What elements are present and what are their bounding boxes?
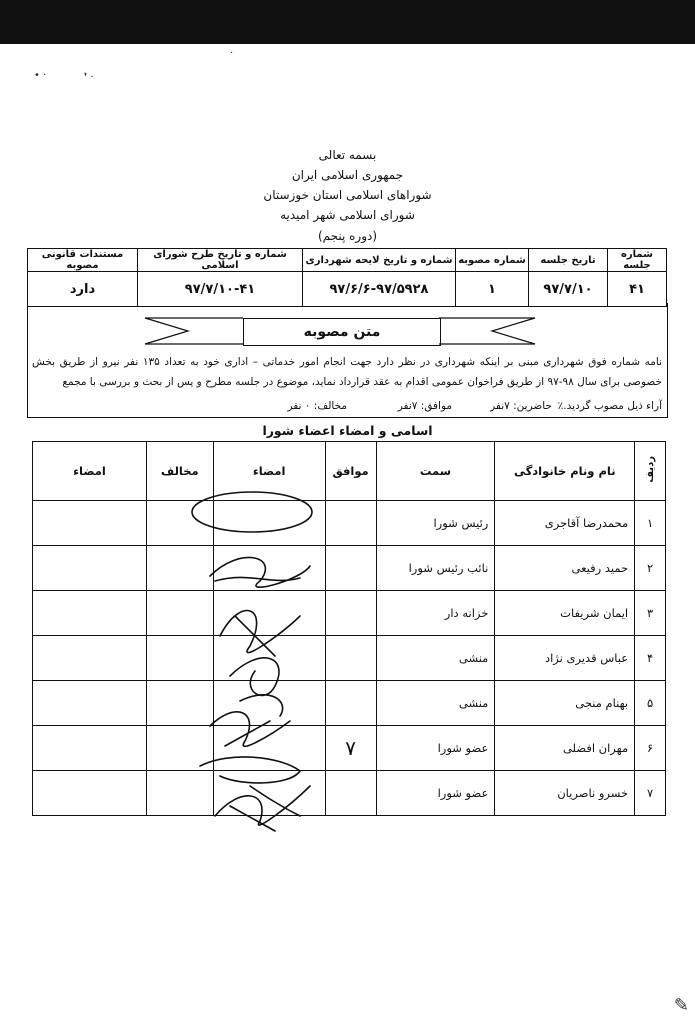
meta-header-bill: شماره و تاریخ لایحه شهرداری <box>303 249 456 272</box>
signature-3 <box>220 611 300 656</box>
member-idx: ۵ <box>635 681 666 726</box>
signature-1 <box>192 492 312 532</box>
member-name: محمدرضا آقاجری <box>495 501 635 546</box>
col-role: سمت <box>376 442 495 501</box>
left-ribbon-ornament <box>145 318 243 344</box>
meta-resolution-number: ۱ <box>456 272 529 307</box>
scan-speck: · <box>230 48 234 59</box>
member-idx: ۱ <box>635 501 666 546</box>
member-agree <box>325 636 376 681</box>
member-name: عباس قدیری نژاد <box>495 636 635 681</box>
member-agree <box>325 546 376 591</box>
scan-speck: ❜ · <box>84 72 94 83</box>
member-signature-2 <box>33 501 147 546</box>
handwritten-signatures <box>180 486 330 836</box>
meta-plan: ۹۷/۷/۱۰-۴۱ <box>138 272 303 307</box>
member-idx: ۴ <box>635 636 666 681</box>
member-role: رئیس شورا <box>376 501 495 546</box>
member-signature-2 <box>33 546 147 591</box>
member-signature-2 <box>33 591 147 636</box>
member-row <box>33 636 666 681</box>
resolution-title: متن مصوبه <box>243 318 441 346</box>
meta-legal-basis: دارد <box>28 272 138 307</box>
signature-2 <box>210 557 310 587</box>
member-signature-2 <box>33 771 147 816</box>
meta-session-date: ۹۷/۷/۱۰ <box>529 272 608 307</box>
scan-mark: ✎ <box>673 995 689 1016</box>
col-against: مخالف <box>146 442 213 501</box>
votes-agree: موافق: ۷نفر <box>397 400 452 412</box>
member-idx: ۳ <box>635 591 666 636</box>
member-role: منشی <box>376 681 495 726</box>
meta-session-number: ۴۱ <box>608 272 667 307</box>
member-row <box>33 591 666 636</box>
member-agree: ٧ <box>325 726 376 771</box>
member-role: عضو شورا <box>376 771 495 816</box>
signature-7 <box>215 786 310 831</box>
member-row <box>33 771 666 816</box>
meta-bill: ۹۷/۶/۶-۹۷/۵۹۲۸ <box>303 272 456 307</box>
member-signature-2 <box>33 681 147 726</box>
signature-6 <box>200 757 300 783</box>
council-term: (دوره پنجم) <box>317 229 378 243</box>
meta-header-session-number: شماره جلسه <box>608 249 667 272</box>
col-name: نام ونام خانوادگی <box>495 442 635 501</box>
city-council: شورای اسلامی شهر امیدیه <box>280 208 415 222</box>
members-title: اسامی و امضاء اعضاء شورا <box>262 423 433 438</box>
meta-header-session-date: تاریخ جلسه <box>529 249 608 272</box>
col-agree: موافق <box>325 442 376 501</box>
member-name: بهنام منجی <box>495 681 635 726</box>
member-name: خسرو ناصریان <box>495 771 635 816</box>
right-ribbon-ornament <box>439 318 535 344</box>
invocation: بسمه تعالی <box>318 148 377 162</box>
votes-against: مخالف: ۰ نفر <box>287 400 347 412</box>
member-signature-2 <box>33 636 147 681</box>
meta-header-legal-basis: مستندات قانونی مصوبه <box>28 249 138 272</box>
member-row <box>33 501 666 546</box>
member-name: ایمان شریفات <box>495 591 635 636</box>
member-agree <box>325 681 376 726</box>
votes-approved: آراء ذیل مصوب گردید.٪ <box>557 400 662 412</box>
votes-present: حاضرین: ۷نفر <box>490 400 552 412</box>
member-idx: ۶ <box>635 726 666 771</box>
member-agree <box>325 501 376 546</box>
signature-5 <box>210 712 290 746</box>
member-role: منشی <box>376 636 495 681</box>
resolution-text: نامه شماره فوق شهرداری مبنی بر اینکه شهرداری در نظر دارد جهت انجام امور خدماتی – اداری خود به تعداد ۱۳۵ نفر نیرو از طریق بخش خصوصی برای سال ۹۸-۹۷ از طریق فراخوان عمومی اقدام به عقد قرارداد نماید، موضوع در جلسه مطرح و پس از بحث و بررسی با مجمع <box>32 356 663 388</box>
col-idx: ردیف <box>635 442 666 501</box>
country-name: جمهوری اسلامی ایران <box>291 168 404 182</box>
member-row <box>33 726 666 771</box>
member-row <box>33 546 666 591</box>
meta-header-plan: شماره و تاریخ طرح شورای اسلامی <box>138 249 303 272</box>
votes-line <box>32 400 662 416</box>
member-idx: ۲ <box>635 546 666 591</box>
member-agree <box>325 771 376 816</box>
province-councils: شوراهای اسلامی استان خوزستان <box>263 188 432 202</box>
member-agree <box>325 591 376 636</box>
col-signature-2: امضاء <box>33 442 147 501</box>
member-idx: ۷ <box>635 771 666 816</box>
member-row <box>33 681 666 726</box>
meta-header-resolution-number: شماره مصوبه <box>456 249 529 272</box>
members-table <box>32 441 666 816</box>
member-role: خزانه دار <box>376 591 495 636</box>
member-name: حمید رفیعی <box>495 546 635 591</box>
member-signature-2 <box>33 726 147 771</box>
member-role: نائب رئیس شورا <box>376 546 495 591</box>
member-name: مهران افضلی <box>495 726 635 771</box>
col-signature: امضاء <box>213 442 325 501</box>
member-role: عضو شورا <box>376 726 495 771</box>
scan-speck: • · <box>34 70 47 81</box>
signature-4 <box>230 658 283 716</box>
